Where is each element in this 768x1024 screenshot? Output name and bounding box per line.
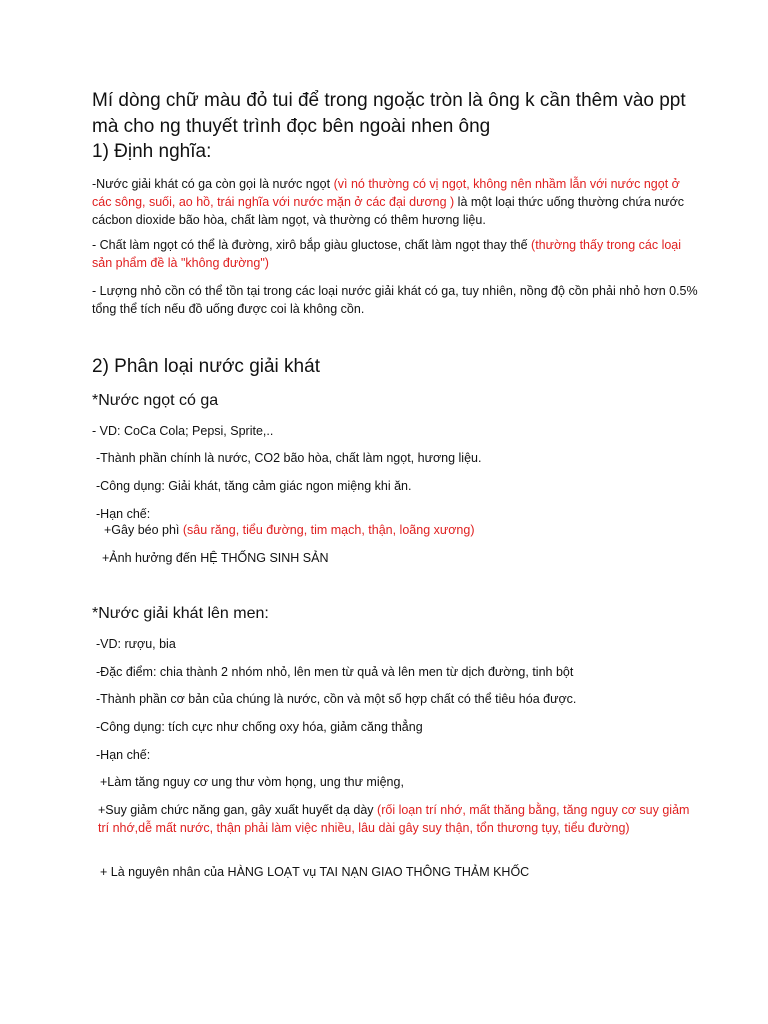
definition-2-red-note: (thường thấy trong các loại sản phẩm đề là "không đường"): [92, 238, 682, 270]
fermented-uses: -Công dụng: tích cực như chống oxy hóa, giảm căng thẳng: [96, 720, 423, 734]
fermented-accident-item: + Là nguyên nhân của HÀNG LOẠT vụ TAI NẠN GIAO THÔNG THẢM KHỐC: [100, 865, 530, 879]
definition-1-text-a: -Nước giải khát có ga còn gọi là nước ngọt: [92, 177, 334, 191]
carbonated-reproductive-item: +Ảnh hưởng đến HỆ THỐNG SINH SẢN: [102, 551, 329, 565]
liver-red-note: (rối loạn trí nhớ, mất thăng bằng, tăng nguy cơ suy giảm trí nhớ,dễ mất nước, thận phải làm việc nhiều, lâu dài gây suy thận, tổn thương tụy, tiểu đường): [98, 803, 690, 835]
definition-2-text-a: - Chất làm ngọt có thể là đường, xirô bắp giàu gluctose, chất làm ngọt thay thế: [92, 238, 532, 252]
obesity-red-note: (sâu răng, tiểu đường, tim mạch, thận, loãng xương): [182, 523, 475, 537]
fermented-liver-item: [98, 801, 698, 837]
definition-paragraph-1: [92, 175, 698, 229]
definition-1-text-b: là một loại thức uống thường chứa nước cácbon dioxide bão hòa, chất làm ngọt, và thường có thêm hương liệu.: [92, 195, 685, 227]
definition-paragraph-3: - Lượng nhỏ cồn có thể tồn tại trong các loại nước giải khát có ga, tuy nhiên, nồng độ cồn phải nhỏ hơn 0.5% tổng thể tích nếu đồ uống được coi là không cồn.: [92, 284, 698, 316]
carbonated-uses: -Công dụng: Giải khát, tăng cảm giác ngon miệng khi ăn.: [96, 479, 412, 493]
fermented-ingredients: -Thành phần cơ bản của chúng là nước, cồn và một số hợp chất có thể tiêu hóa được.: [96, 692, 577, 706]
obesity-text: +Gây béo phì: [104, 523, 183, 537]
fermented-limitations-label: -Hạn chế:: [96, 748, 151, 762]
carbonated-example: - VD: CoCa Cola; Pepsi, Sprite,..: [92, 424, 274, 438]
fermented-cancer-item: +Làm tăng nguy cơ ung thư vòm họng, ung thư miệng,: [100, 775, 404, 789]
intro-note: Mí dòng chữ màu đỏ tui để trong ngoặc tròn là ông k cần thêm vào ppt mà cho ng thuyết trình đọc bên ngoài nhen ông: [92, 90, 686, 137]
carbonated-limitations-label: -Hạn chế:: [96, 507, 151, 521]
definition-1-red-note: (vì nó thường có vị ngọt, không nên nhầm lẫn với nước ngọt ở các sông, suối, ao hồ, trái nghĩa với nước mặn ở các đại dương ): [92, 177, 680, 209]
subsection-fermented-title: *Nước giải khát lên men:: [92, 605, 269, 622]
section-2-title: 2) Phân loại nước giải khát: [92, 356, 320, 377]
subsection-carbonated-title: *Nước ngọt có ga: [92, 392, 219, 409]
carbonated-obesity-item: [104, 521, 698, 539]
fermented-characteristics: -Đặc điểm: chia thành 2 nhóm nhỏ, lên men từ quả và lên men từ dịch đường, tinh bột: [96, 665, 574, 679]
fermented-example: -VD: rượu, bia: [96, 637, 176, 651]
section-1-title: 1) Định nghĩa:: [92, 141, 212, 162]
carbonated-ingredients: -Thành phần chính là nước, CO2 bão hòa, chất làm ngọt, hương liệu.: [96, 451, 482, 465]
liver-text: +Suy giảm chức năng gan, gây xuất huyết dạ dày: [98, 803, 378, 817]
definition-paragraph-2: [92, 236, 698, 272]
